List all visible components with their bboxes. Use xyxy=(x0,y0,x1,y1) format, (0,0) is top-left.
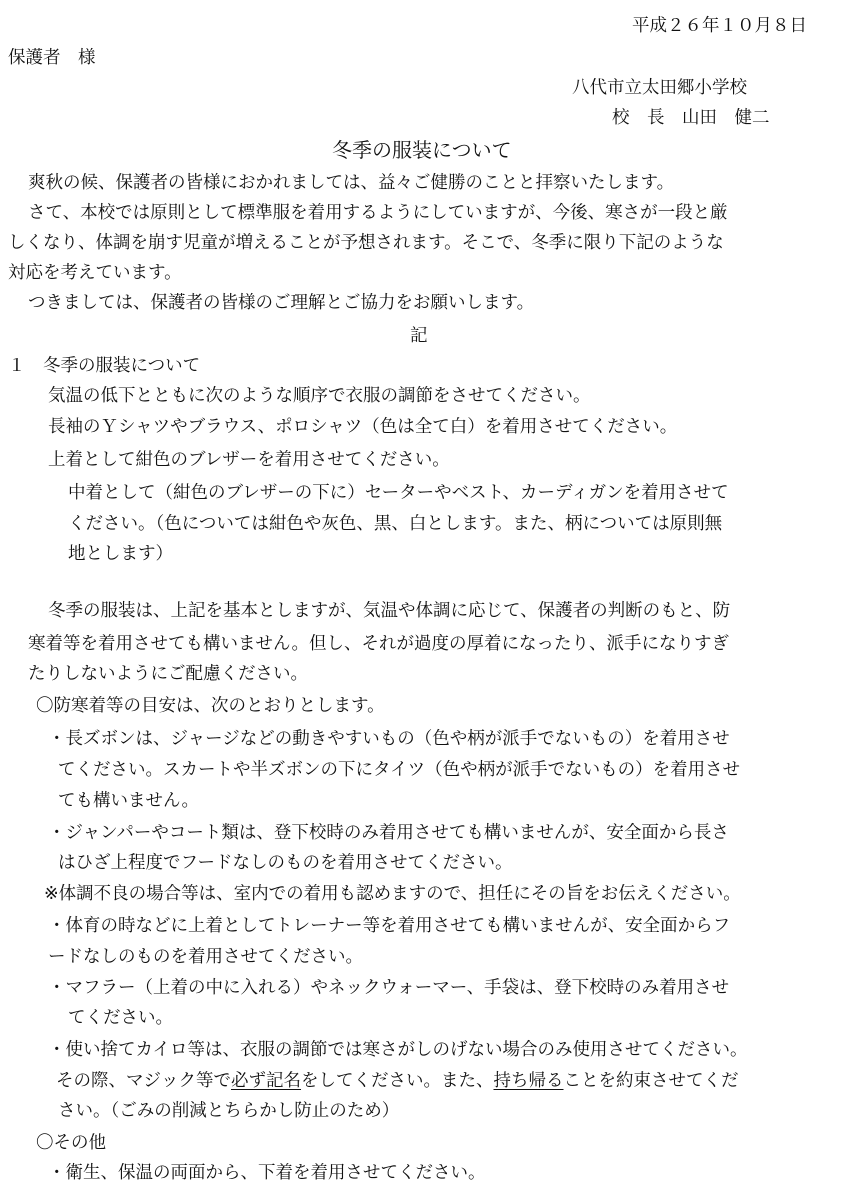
bosan-bullet-line xyxy=(56,1068,739,1094)
bosan-bullet-line: ・長ズボンは、ジャージなどの動きやすいもの（色や柄が派手でないもの）を着用させ xyxy=(48,729,730,749)
underlined-text: 必ず記名 xyxy=(231,1071,301,1091)
school-name: 八代市立太田郷小学校 xyxy=(572,78,747,98)
text-run: その際、マジック等で xyxy=(56,1071,231,1091)
section1-line: 地とします） xyxy=(68,544,173,564)
bosan-heading: 〇防寒着等の目安は、次のとおりとします。 xyxy=(36,696,385,716)
underlined-text: 持ち帰る xyxy=(493,1071,564,1091)
section1-line: 長袖のＹシャツやブラウス、ポロシャツ（色は全て白）を着用させてください。 xyxy=(48,417,678,437)
bosan-bullet-line: ・使い捨てカイロ等は、衣服の調節では寒さがしのげない場合のみ使用させてください。 xyxy=(48,1040,748,1060)
bosan-bullet-line: ードなしのものを着用させてください。 xyxy=(48,947,363,967)
bosan-note: ※体調不良の場合等は、室内での着用も認めますので、担任にその旨をお伝えください。 xyxy=(44,884,741,904)
para2-line: たりしないようにご配慮ください。 xyxy=(28,664,308,684)
bosan-bullet-line: ・マフラー（上着の中に入れる）やネックウォーマー、手袋は、登下校時のみ着用させ xyxy=(48,978,730,998)
para2-line: 寒着等を着用させても構いません。但し、それが過度の厚着になったり、派手になりすぎ xyxy=(28,634,730,654)
intro-line: しくなり、体調を崩す児童が増えることが予想されます。そこで、冬季に限り下記のような xyxy=(8,233,724,253)
bosan-bullet-line: ・ジャンパーやコート類は、登下校時のみ着用させても構いませんが、安全面から長さ xyxy=(48,823,729,843)
text-run: ことを約束させてくだ xyxy=(563,1071,739,1091)
section1-line: 上着として紺色のブレザーを着用させてください。 xyxy=(48,450,450,470)
bosan-bullet-line: はひざ上程度でフードなしのものを着用させてください。 xyxy=(58,853,513,873)
principal-name: 校 長 山田 健二 xyxy=(612,108,770,128)
bosan-bullet-line: さい。（ごみの削減とちらかし防止のため） xyxy=(58,1101,400,1121)
section1-line: 中着として（紺色のブレザーの下に）セーターやベスト、カーディガンを着用させて xyxy=(68,483,729,503)
recipient: 保護者 様 xyxy=(8,48,96,68)
ki-label: 記 xyxy=(410,326,428,346)
sonota-bullet-line: ・衛生、保温の両面から、下着を着用させてください。 xyxy=(48,1163,486,1183)
bosan-bullet-line: てください。 xyxy=(68,1008,173,1028)
section1-line: ください。（色については紺色や灰色、黒、白とします。また、柄については原則無 xyxy=(68,514,723,534)
intro-line: 対応を考えています。 xyxy=(8,263,182,283)
sonota-heading: 〇その他 xyxy=(36,1133,106,1153)
intro-line: 爽秋の候、保護者の皆様におかれましては、益々ご健勝のことと拝察いたします。 xyxy=(28,173,675,193)
page-title: 冬季の服装について xyxy=(332,138,512,162)
bosan-bullet-line: てください。スカートや半ズボンの下にタイツ（色や柄が派手でないもの）を着用させ xyxy=(58,760,741,780)
intro-line: つきましては、保護者の皆様のご理解とご協力をお願いします。 xyxy=(28,293,535,313)
date: 平成２６年１０月８日 xyxy=(632,16,807,36)
bosan-bullet-line: ても構いません。 xyxy=(58,791,200,811)
bosan-bullet-line: ・体育の時などに上着としてトレーナー等を着用させても構いませんが、安全面からフ xyxy=(48,916,731,936)
text-run: をしてください。また、 xyxy=(301,1071,494,1091)
para2-line: 冬季の服装は、上記を基本としますが、気温や体調に応じて、保護者の判断のもと、防 xyxy=(48,601,731,621)
intro-line: さて、本校では原則として標準服を着用するようにしていますが、今後、寒さが一段と厳 xyxy=(28,203,728,223)
section1-heading: １ 冬季の服装について xyxy=(8,356,201,376)
section1-line: 気温の低下とともに次のような順序で衣服の調節をさせてください。 xyxy=(48,386,591,406)
